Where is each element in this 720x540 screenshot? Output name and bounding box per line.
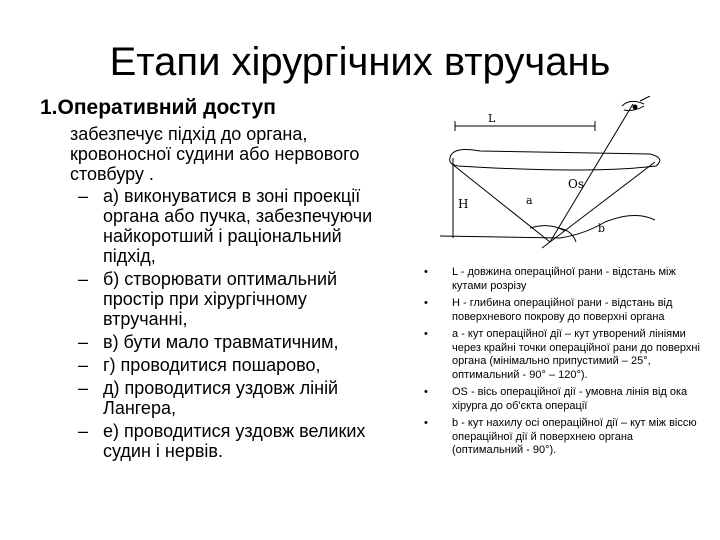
definition-text: L - довжина операційної рани - відстань між кутами розрізу [452,266,676,292]
intro-text: забезпечує підхід до органа, кровоносної судини або нервового стовбуру . [70,124,360,184]
bullet-icon: • [424,297,428,309]
list-item [70,378,375,418]
requirement-text: в) бути мало травматичним, [103,332,339,352]
requirement-text: б) створювати оптимальний простір при хірургічному втручанні, [103,269,338,329]
bullet-icon: • [424,417,428,429]
axis-tail [542,242,550,248]
list-item [70,332,375,352]
bullet-icon: • [424,328,428,340]
bullet-icon: • [424,386,428,398]
definition-text: OS - вісь операційної дії - умовна лінія від ока хірурга до об'єкта операції [452,386,688,412]
label-h: H [458,197,469,211]
requirement-text: е) проводитися уздовж великих судин і нервів. [103,421,366,461]
list-item [70,355,375,375]
definitions-list [420,266,700,462]
dash-marker: – [77,378,88,398]
label-b: b [598,222,606,235]
dash-marker: – [77,186,88,206]
definition-text: a - кут операційної дії – кут утворений лініями через крайні точки операційної рани до поверхні органа (мінімально припустимий – 25°, оптимальний - 90° – 120°). [452,328,700,381]
label-a: a [526,194,533,207]
list-item [420,386,700,413]
requirement-text: г) проводитися пошарово, [103,355,321,375]
eye-icon [622,96,650,111]
list-item [420,328,700,382]
list-item [420,266,700,293]
label-os: Os [568,177,584,191]
list-item [70,421,375,461]
requirements-list [70,186,375,461]
bullet-icon: • [424,266,428,278]
dash-marker: – [77,269,88,289]
list-item [70,269,375,329]
dash-marker: – [77,355,88,375]
label-l: L [488,112,496,125]
list-item [420,417,700,458]
slide-title: Етапи хірургічних втручань [109,40,611,84]
dash-marker: – [77,421,88,441]
wound-edge [450,150,660,170]
definition-text: H - глибина операційної рани - відстань від поверхневого покрову до поверхні органа [452,297,673,323]
requirement-text: а) виконуватися в зоні проекції органа або пучка, забезпечуючи найкоротший і раціональний підхід, [103,186,373,266]
organ-surface [440,215,655,238]
section-heading: 1.Оперативний доступ [40,96,276,119]
list-item [70,186,375,266]
surgical-access-diagram [440,96,702,256]
list-item [420,297,700,324]
axis-os [550,104,633,242]
definition-text: b - кут нахилу осі операційної дії – кут між віссю операційної дії й поверхнею органа (оптимальний - 90°). [452,417,697,456]
requirement-text: д) проводитися уздовж ліній Лангера, [103,378,339,418]
dash-marker: – [77,332,88,352]
